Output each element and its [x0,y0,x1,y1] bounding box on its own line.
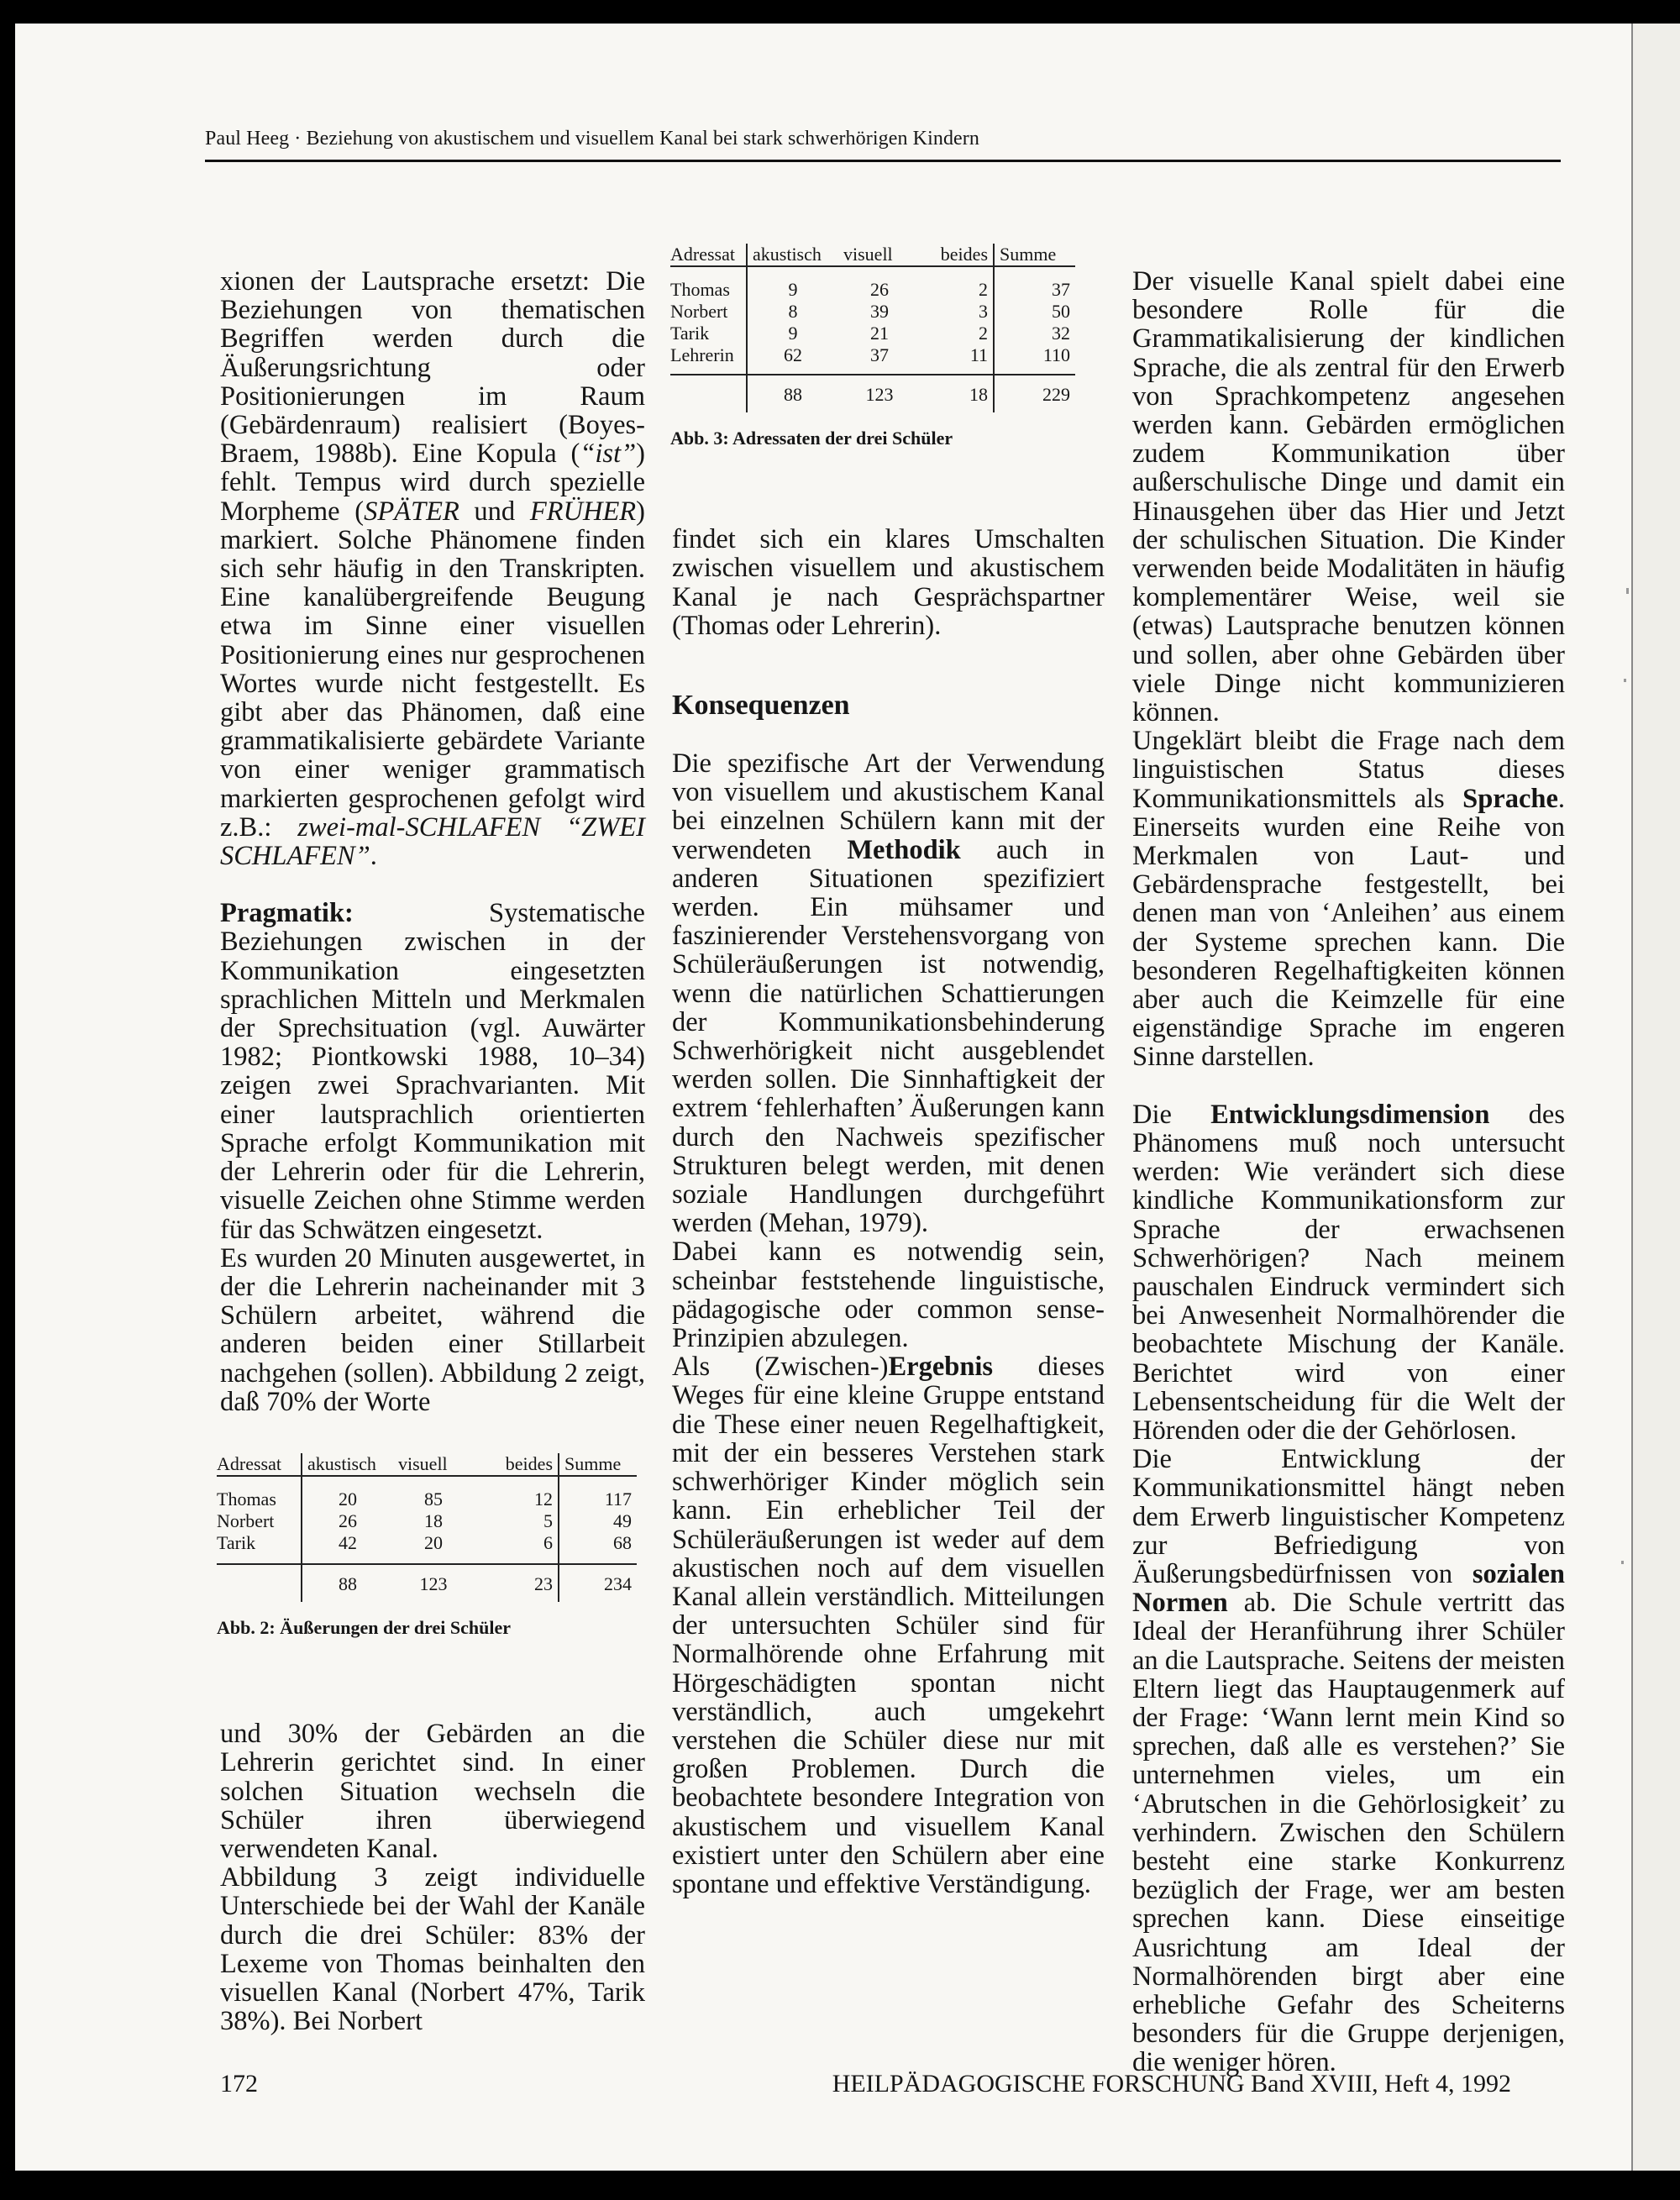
page-edge [1631,24,1680,2171]
page-number: 172 [220,2070,258,2098]
page [15,24,1649,2171]
paragraph: Die spezifische Art der Verwendung von visuellem und akustischem Kanal bei einzelnen Schülern kann mit der verwendeten Methodik auch in anderen Situationen spezifiziert werden. Ein mühsamer und faszinierender Verstehensvorgang von Schüleräußerungen ist notwendig, wenn die natürlichen Schattierungen der Kommunikationsbehinderung Schwerhörigkeit nicht ausgeblendet werden sollen. Die Sinnhaftigkeit der extrem ‘fehlerhaften’ Äußerungen kann durch den Nachweis spezifischer Strukturen belegt werden, mit denen soziale Handlungen durchgeführt werden (Mehan, 1979). [672,748,1105,1239]
table-row: Lehrerin 62 37 11 110 [670,344,1070,365]
paragraph: xionen der Lautsprache ersetzt: Die Beziehungen von thematischen Begriffen werden durch die Äußerungsrichtung oder Positionierungen im Raum (Gebärdenraum) realisiert (Boyes-Braem, 1988b). Eine Kopula (“ist”) fehlt. Tempus wird durch spezielle Morpheme (SPÄTER und FRÜHER) markiert. Solche Phänomene finden sich sehr häufig in den Transkripten. Eine kanalübergreifende Beugung etwa im Sinne einer visuellen Positionierung eines nur gesprochenen Wortes wurde nicht festgestellt. Es gibt aber das Phänomen, daß eine grammatikalisierte gebärdete Variante von einer weniger grammatisch markierten gesprochenen gefolgt wird z.B.: zwei-mal-SCHLAFEN “ZWEI SCHLAFEN”. [220,266,645,872]
scan-speck [1621,1561,1624,1564]
figure-caption: Abb. 2: Äußerungen der drei Schüler [217,1616,512,1638]
table-totals-row: 88 123 23 234 [217,1573,637,1595]
running-head: Paul Heeg · Beziehung von akustischem und visuellem Kanal bei stark schwerhörigen Kindern [205,128,979,150]
paragraph: findet sich ein klares Umschalten zwischen visuellem und akustischem Kanal je nach Gesprächspartner (Thomas oder Lehrerin). [672,524,1105,641]
paragraph: Die Entwicklung der Kommunikationsmittel hängt neben dem Erwerb linguistischer Kompetenz zur Befriedigung von Äußerungsbedürfnissen von sozialen Normen ab. Die Schule vertritt das Ideal der Heranführung ihrer Schüler an die Lautsprache. Seitens der meisten Eltern liegt das Hauptaugenmerk auf der Frage: ‘Wann lernt mein Kind so sprechen, daß alle es verstehen?’ Sie unternehmen vieles, um ein ‘Abrutschen in die Gehörlosigkeit’ zu verhindern. Zwischen den Schülern besteht eine starke Konkurrenz bezüglich der Frage, wer am besten sprechen kann. Diese einseitige Ausrichtung am Ideal der Normalhörenden birgt aber eine erhebliche Gefahr des Scheiterns besonders für die Gruppe derjenigen, die weniger hören. [1132,1444,1565,2078]
column-1 [217,266,645,2037]
paragraph: Dabei kann es notwendig sein, scheinbar feststehende linguistische, pädagogische oder common sense-Prinzipien abzulegen. [672,1237,1105,1354]
table-row: Norbert 26 18 5 49 [217,1510,632,1531]
paragraph: Es wurden 20 Minuten ausgewertet, in der die Lehrerin nacheinander mit 3 Schülern arbeitet, während die anderen beiden einer Stillarbeit nachgehen (sollen). Abbildung 2 zeigt, daß 70% der Worte [220,1242,645,1417]
scan-speck [1624,679,1626,682]
journal-footer: HEILPÄDAGOGISCHE FORSCHUNG Band XVIII, Heft 4, 1992 [832,2070,1511,2098]
figure-2 [217,1453,645,1642]
table-row: Tarik 9 21 2 32 [670,323,1070,344]
table-header-row: Adressat akustisch visuell beides Summe [670,244,1057,265]
figure-caption: Abb. 3: Adressaten der drei Schüler [670,428,953,449]
column-3 [1132,267,1565,2077]
paragraph: Als (Zwischen-)Ergebnis dieses Weges für eine kleine Gruppe entstand die These einer neuen Regelhaftigkeit, mit der ein besseres Verstehen stark schwerhöriger Kinder möglich sein kann. Ein erheblicher Teil der Schüleräußerungen ist weder auf dem akustischen noch auf dem visuellen Kanal allein verständlich. Mitteilungen der untersuchten Schüler sind für Normalhörende ohne Erfahrung mit Hörgeschädigten spontan nicht verständlich, auch umgekehrt verstehen die Schüler diese nur mit großen Problemen. Durch die beobachtete besondere Integration von akustischem und visuellem Kanal existiert unter den Schülern aber eine spontane und effektive Verständigung. [672,1352,1105,1899]
table-row: Tarik 42 20 6 68 [217,1531,632,1553]
paragraph: Die Entwicklungsdimension des Phänomens muß noch untersucht werden: Wie verändert sich diese kindliche Kommunikationsform zur Sprache der erwachsenen Schwerhörigen? Nach meinem pauschalen Eindruck vermindert sich bei Anwesenheit Normalhörender die beobachtete Mischung der Kanäle. Berichtet wird von einer Lebensentscheidung für die Welt der Hörenden oder die der Gehörlosen. [1132,1099,1565,1446]
header-rule [205,160,1561,162]
table-totals-row: 88 123 18 229 [670,384,1075,406]
section-heading: Konsequenzen [672,690,850,722]
paragraph-pragmatik: Pragmatik: Systematische Beziehungen zwischen in der Kommunikation eingesetzten sprachlichen Mitteln und Merkmalen der Sprechsituation (vgl. Auwärter 1982; Piontkowski 1988, 10–34) zeigen zwei Sprachvarianten. Mit einer lautsprachlich orientierten Sprache erfolgt Kommunikation mit der Lehrerin oder für die Lehrerin, visuelle Zeichen ohne Stimme werden für das Schwätzen eingesetzt. [220,898,645,1245]
paragraph: und 30% der Gebärden an die Lehrerin gerichtet sind. In einer solchen Situation wechseln die Schüler ihren überwiegend verwendeten Kanal. [220,1719,645,1864]
table-header-row: Adressat akustisch visuell beides Summe [217,1452,622,1474]
paragraph: Ungeklärt bleibt die Frage nach dem linguistischen Status dieses Kommunikationsmittels als Sprache. Einerseits wurden eine Reihe von Merkmalen von Laut- und Gebärdensprache festgestellt, bei denen man von ‘Anleihen’ aus einem der Systeme sprechen kann. Die besonderen Regelhaftigkeiten können aber auch die Keimzelle für eine eigenständige Sprache im engeren Sinne darstellen. [1132,726,1565,1073]
table-row: Thomas 20 85 12 117 [217,1488,632,1510]
table-abb-3 [670,244,1075,412]
table-row: Thomas 9 26 2 37 [670,279,1070,300]
scan-speck [1626,588,1629,594]
figure-3 [670,244,1105,453]
table-row: Norbert 8 39 3 50 [670,301,1070,322]
column-2 [672,244,1105,1898]
table-abb-2 [217,1453,637,1602]
paragraph: Abbildung 3 zeigt individuelle Unterschiede bei der Wahl der Kanäle durch die drei Schüler: 83% der Lexeme von Thomas beinhalten den visuellen Kanal (Norbert 47%, Tarik 38%). Bei Norbert [220,1862,645,2037]
paragraph: Der visuelle Kanal spielt dabei eine besondere Rolle für die Grammatikalisierung der kindlichen Sprache, die als zentral für den Erwerb von Sprachkompetenz angesehen werden kann. Gebärden ermöglichen zudem Kommunikation über außerschulische Dinge und damit ein Hinausgehen über das Hier und Jetzt der schulischen Situation. Die Kinder verwenden beide Modalitäten in häufig komplementärer Weise, weil sie (etwas) Lautsprache benutzen können und sollen, aber ohne Gebärden über viele Dinge nicht kommunizieren können. [1132,266,1565,728]
